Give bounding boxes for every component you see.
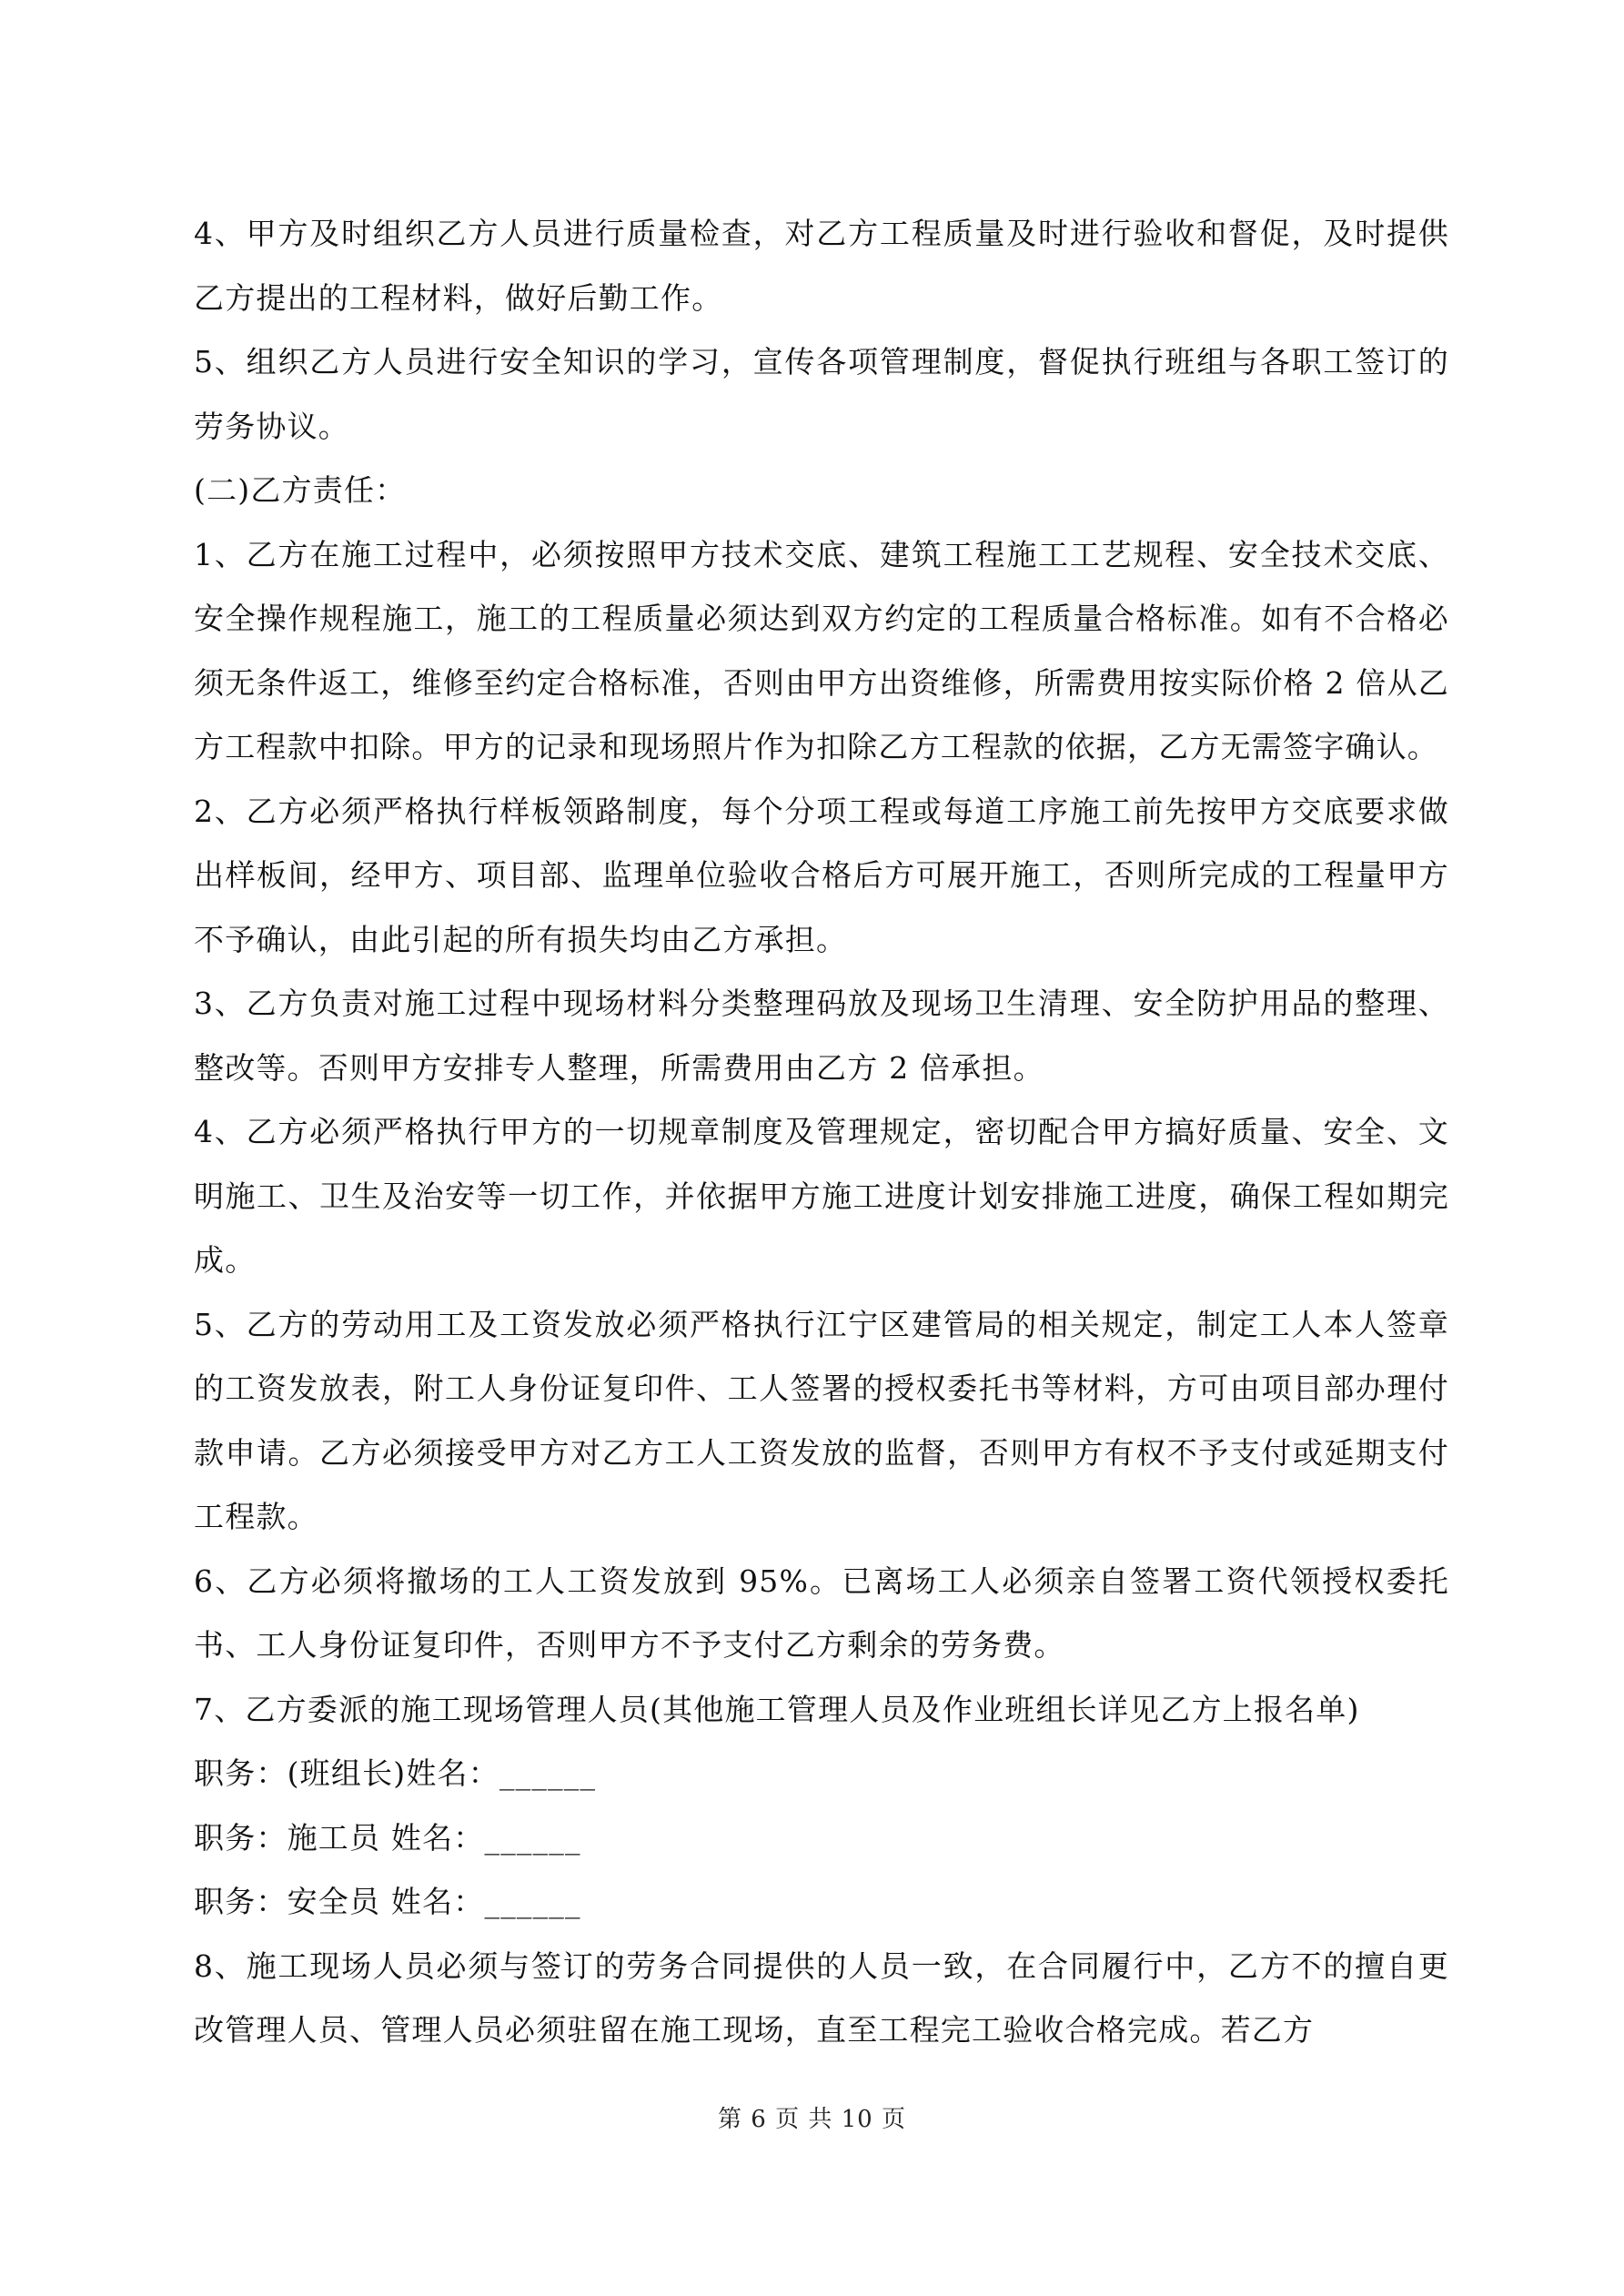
paragraph-party-b-1: 1、乙方在施工过程中，必须按照甲方技术交底、建筑工程施工工艺规程、安全技术交底、安全操作规程施工，施工的工程质量必须达到双方约定的工程质量合格标准。如有不合格必须无条件返工，维修至约定合格标准，否则由甲方出资维修，所需费用按实际价格 2 倍从乙方工程款中扣除。甲方的记录和现场照片作为扣除乙方工程款的依据，乙方无需签字确认。 [194,536,1449,764]
paragraph-party-b-5: 5、乙方的劳动用工及工资发放必须严格执行江宁区建管局的相关规定，制定工人本人签章的工资发放表，附工人身份证复印件、工人签署的授权委托书等材料，方可由项目部办理付款申请。乙方必须接受甲方对乙方工人工资发放的监督，否则甲方有权不予支付或延期支付工程款。 [194,1306,1449,1534]
paragraph-party-b-6: 6、乙方必须将撤场的工人工资发放到 95%。已离场工人必须亲自签署工资代领授权委托书、工人身份证复印件，否则甲方不予支付乙方剩余的劳务费。 [194,1563,1449,1663]
paragraph-party-a-4: 4、甲方及时组织乙方人员进行质量检查，对乙方工程质量及时进行验收和督促，及时提供乙方提出的工程材料，做好后勤工作。 [194,216,1449,316]
position-construction-officer-line: 职务：施工员 姓名：______ [194,1819,581,1856]
paragraph-party-b-3: 3、乙方负责对施工过程中现场材料分类整理码放及现场卫生清理、安全防护用品的整理、整改等。否则甲方安排专人整理，所需费用由乙方 2 倍承担。 [194,986,1449,1086]
section-heading-party-b: (二)乙方责任： [194,472,407,508]
paragraph-party-b-4: 4、乙方必须严格执行甲方的一切规章制度及管理规定，密切配合甲方搞好质量、安全、文明施工、卫生及治安等一切工作，并依据甲方施工进度计划安排施工进度，确保工程如期完成。 [194,1114,1449,1278]
page-number-footer: 第 6 页 共 10 页 [718,2106,906,2133]
paragraph-party-b-2: 2、乙方必须严格执行样板领路制度，每个分项工程或每道工序施工前先按甲方交底要求做出样板间，经甲方、项目部、监理单位验收合格后方可展开施工，否则所完成的工程量甲方不予确认，由此引起的所有损失均由乙方承担。 [194,793,1449,957]
paragraph-party-b-8: 8、施工现场人员必须与签订的劳务合同提供的人员一致，在合同履行中，乙方不的擅自更改管理人员、管理人员必须驻留在施工现场，直至工程完工验收合格完成。若乙方 [194,1947,1449,2048]
position-team-leader-line: 职务：(班组长)姓名：______ [194,1755,597,1791]
paragraph-party-a-5: 5、组织乙方人员进行安全知识的学习，宣传各项管理制度，督促执行班组与各职工签订的劳务协议。 [194,344,1449,444]
document-body [194,202,1449,2063]
position-safety-officer-line: 职务：安全员 姓名：______ [194,1884,581,1919]
paragraph-party-b-7: 7、乙方委派的施工现场管理人员(其他施工管理人员及作业班组长详见乙方上报名单) [194,1691,1360,1727]
